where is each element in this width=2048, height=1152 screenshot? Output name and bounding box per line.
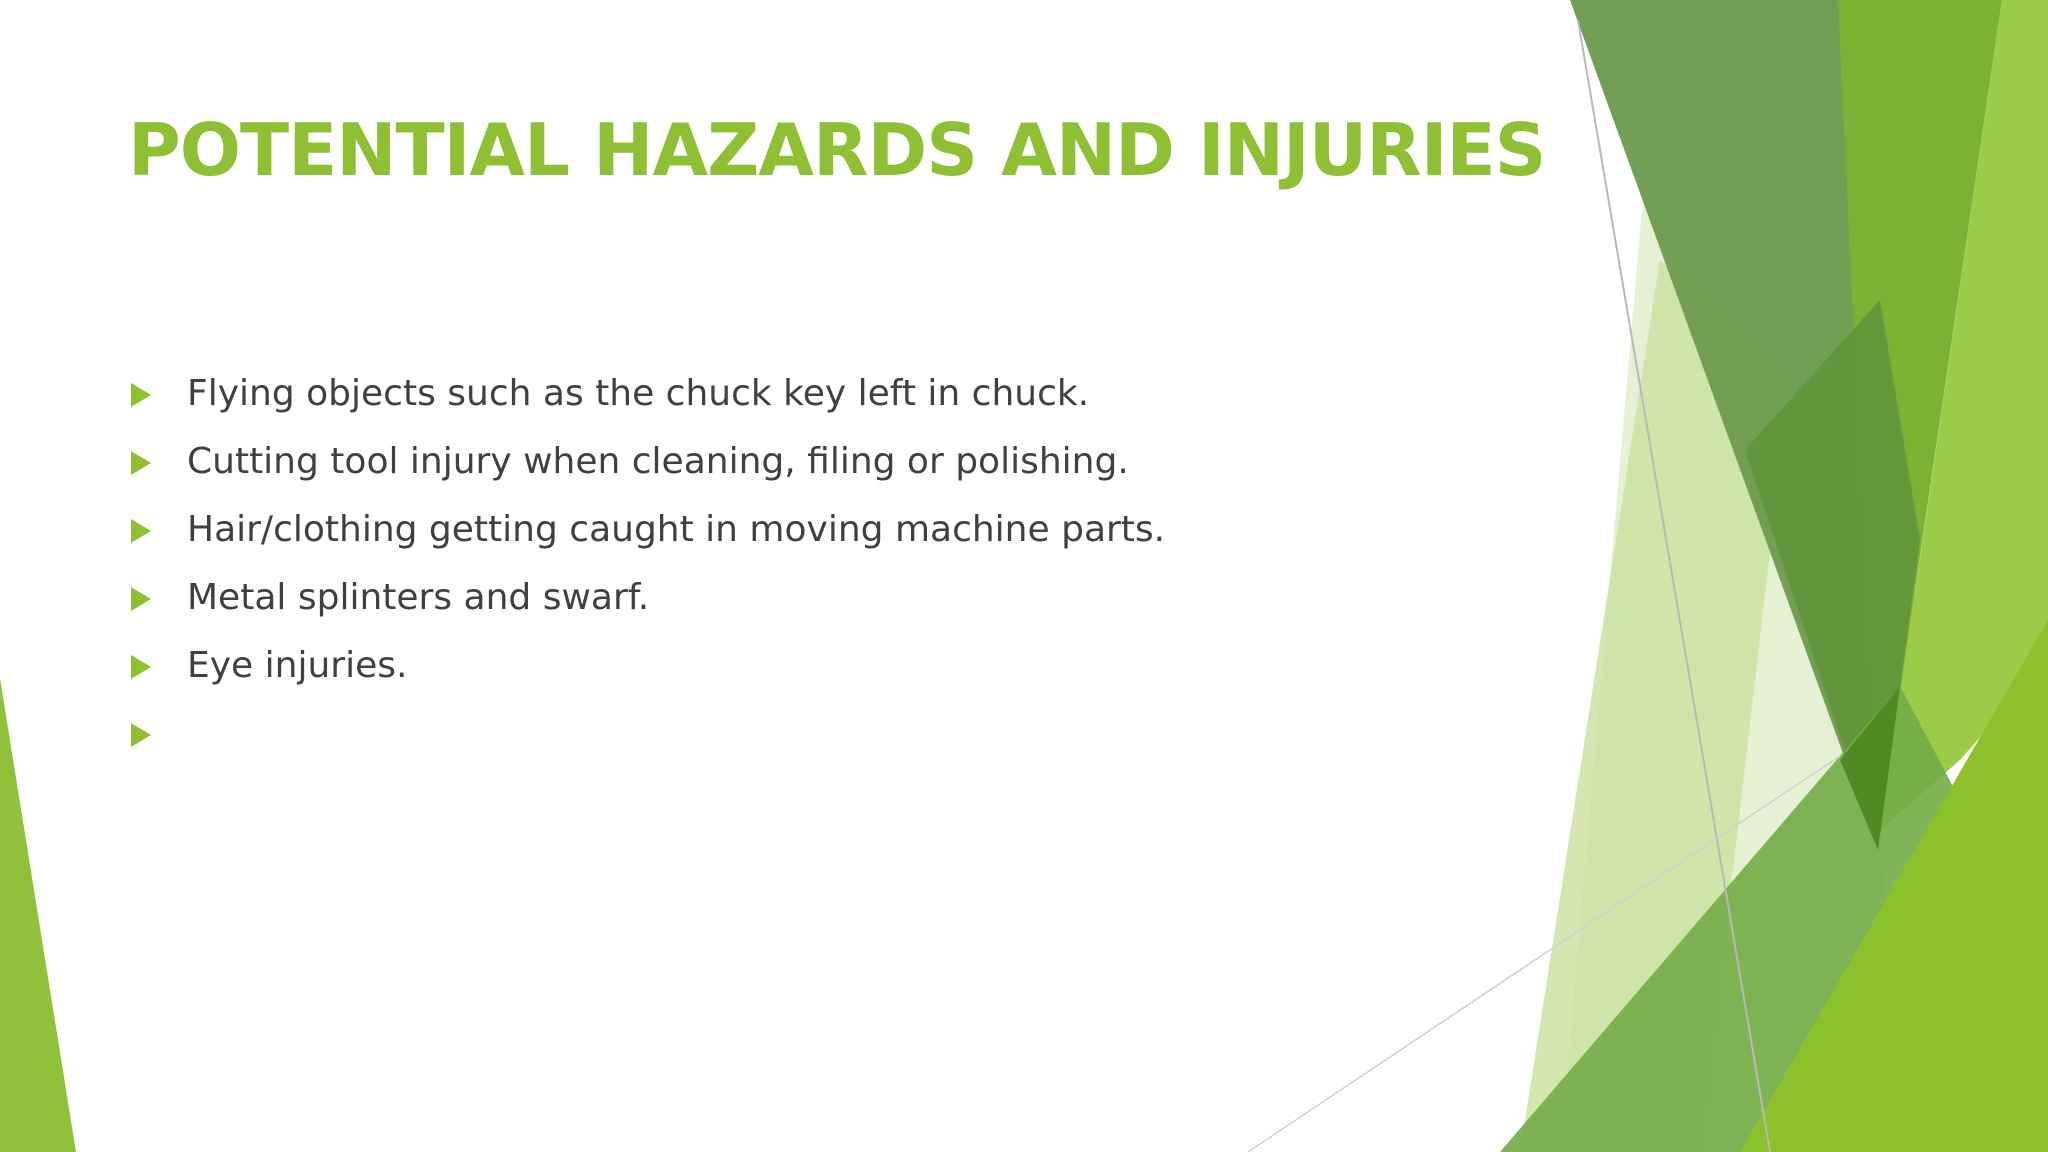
- bullet-text: Cutting tool injury when cleaning, filing or polishing.: [187, 441, 1129, 482]
- bullet-text: Eye injuries.: [187, 645, 408, 686]
- bullet-text: Flying objects such as the chuck key left in chuck.: [187, 373, 1090, 414]
- bullet-item: [128, 570, 1165, 638]
- bullet-item: [128, 434, 1165, 502]
- right-triangle-icon: [131, 587, 151, 611]
- slide-title: POTENTIAL HAZARDS AND INJURIES: [128, 108, 1546, 192]
- bullet-item-empty: [128, 706, 1165, 774]
- left-green-sliver: [0, 678, 76, 1152]
- bullet-item: [128, 366, 1165, 434]
- right-triangle-icon: [131, 383, 151, 407]
- bullet-text: Metal splinters and swarf.: [187, 577, 650, 618]
- right-triangle-icon: [131, 451, 151, 475]
- bullet-item: [128, 638, 1165, 706]
- bullet-text: Hair/clothing getting caught in moving machine parts.: [187, 509, 1166, 550]
- right-triangle-icon: [131, 519, 151, 543]
- bullet-list: [128, 366, 1165, 774]
- bullet-item: [128, 502, 1165, 570]
- right-triangle-icon: [131, 723, 151, 747]
- right-triangle-icon: [131, 655, 151, 679]
